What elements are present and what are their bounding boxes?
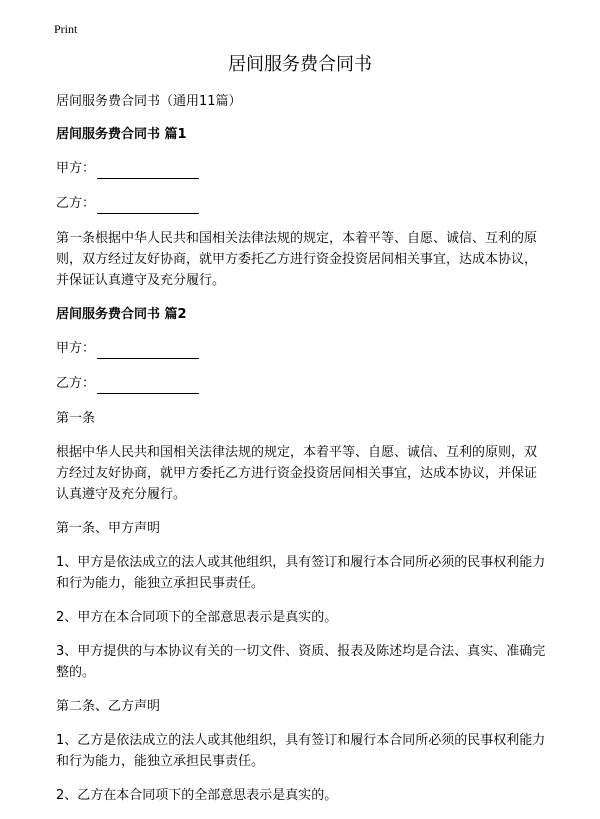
clause-a-item: 1、甲方是依法成立的法人或其他组织，具有签订和履行本合同所必须的民事权利能力和行为能力，能独立承担民事责任。	[56, 555, 546, 591]
party-a-label: 甲方：	[56, 161, 96, 176]
section-1-title: 居间服务费合同书 篇1	[56, 127, 187, 142]
article-1-title: 第一条	[56, 411, 96, 426]
document-body	[56, 91, 548, 819]
party-b-line-2	[56, 373, 548, 394]
clause-b-title: 第二条、乙方声明	[56, 699, 161, 714]
party-a-blank	[97, 164, 199, 179]
party-a-line-2	[56, 338, 548, 359]
document-title: 居间服务费合同书	[228, 54, 372, 75]
print-label: Print	[54, 22, 78, 36]
clause-b-item: 2、乙方在本合同项下的全部意思表示是真实的。	[56, 788, 338, 803]
clause-a-title: 第一条、甲方声明	[56, 521, 161, 536]
party-b-label: 乙方：	[56, 196, 96, 211]
section-2-title: 居间服务费合同书 篇2	[56, 307, 187, 322]
clause-b-item: 1、乙方是依法成立的法人或其他组织，具有签订和履行本合同所必须的民事权利能力和行为能力，能独立承担民事责任。	[56, 733, 546, 769]
party-a-blank	[97, 344, 199, 359]
party-b-blank	[97, 379, 199, 394]
section-1-paragraph: 第一条根据中华人民共和国相关法律法规的规定，本着平等、自愿、诚信、互利的原则，双方经过友好协商，就甲方委托乙方进行资金投资居间相关事宜，达成本协议，并保证认真遵守及充分履行。	[56, 231, 538, 288]
clause-a-item: 3、甲方提供的与本协议有关的一切文件、资质、报表及陈述均是合法、真实、准确完整的。	[56, 644, 546, 680]
article-1-text: 根据中华人民共和国相关法律法规的规定，本着平等、自愿、诚信、互利的原则，双方经过友好协商，就甲方委托乙方进行资金投资居间相关事宜，达成本协议，并保证认真遵守及充分履行。	[56, 445, 538, 502]
party-b-label: 乙方：	[56, 376, 96, 391]
party-a-line-1	[56, 158, 548, 179]
party-a-label: 甲方：	[56, 341, 96, 356]
party-b-line-1	[56, 193, 548, 214]
party-b-blank	[97, 199, 199, 214]
document-subtitle: 居间服务费合同书（通用11篇）	[56, 94, 242, 109]
clause-a-item: 2、甲方在本合同项下的全部意思表示是真实的。	[56, 610, 338, 625]
